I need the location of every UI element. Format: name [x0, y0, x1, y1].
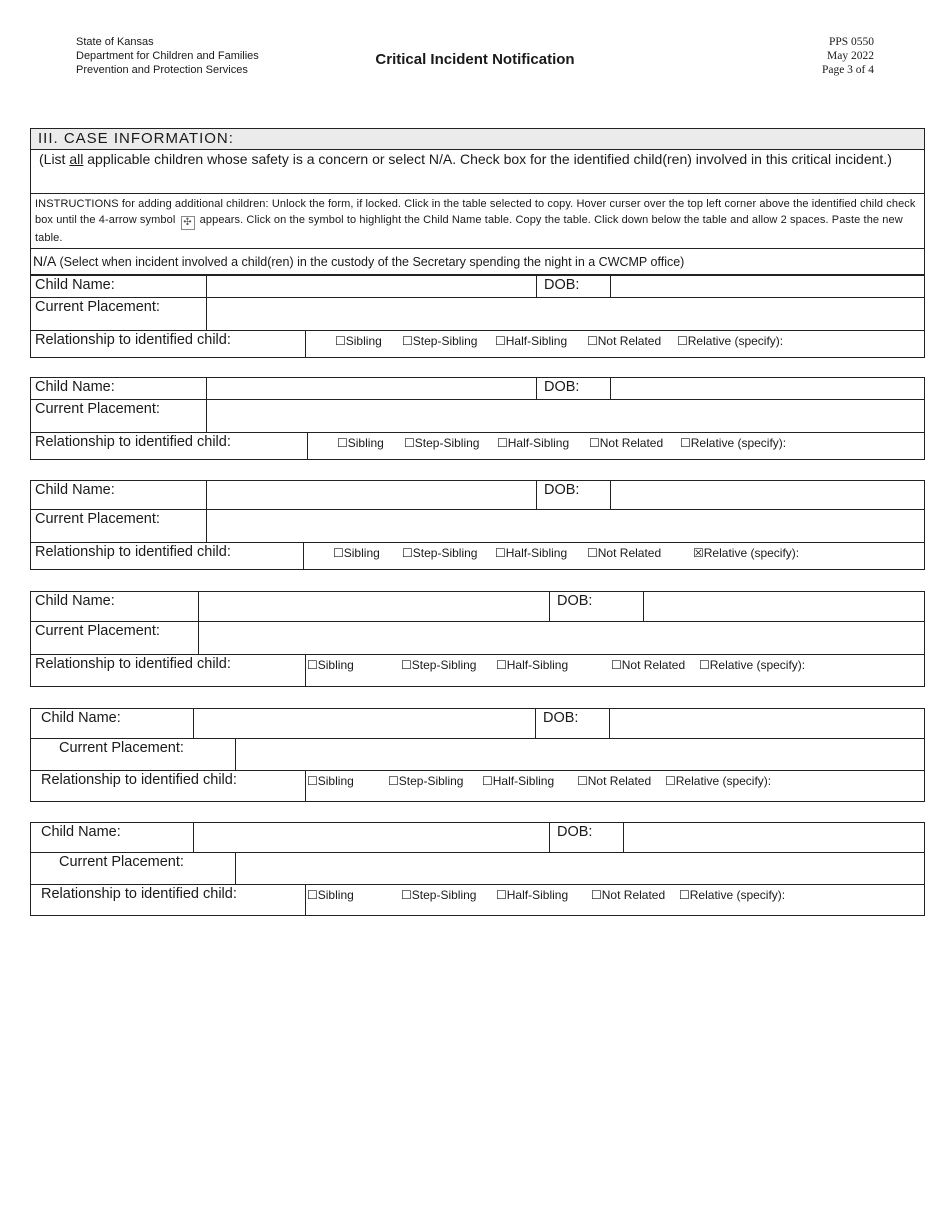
- current-placement-label: Current Placement:: [59, 854, 184, 870]
- relationship-row: [31, 654, 924, 686]
- checkbox-half-sibling[interactable]: [495, 546, 567, 560]
- checkbox-relative-specify[interactable]: [665, 774, 771, 788]
- section-heading: [31, 129, 924, 149]
- child-name-label: Child Name:: [35, 482, 115, 498]
- current-placement-field[interactable]: [206, 298, 924, 330]
- checkbox-unchecked-icon: ☐: [587, 546, 598, 560]
- child-table-5: [30, 708, 925, 802]
- agency-division: Prevention and Protection Services: [76, 64, 248, 76]
- checkbox-unchecked-icon: ☐: [611, 658, 622, 672]
- current-placement-row: [31, 399, 924, 432]
- checkbox-sibling[interactable]: [335, 334, 382, 348]
- checkbox-relative-specify-label: Relative (specify):: [689, 888, 786, 902]
- checkbox-unchecked-icon: ☐: [307, 774, 318, 788]
- checkbox-not-related[interactable]: [591, 888, 665, 902]
- checkbox-unchecked-icon: ☐: [482, 774, 493, 788]
- checkbox-relative-specify[interactable]: [680, 436, 786, 450]
- checkbox-unchecked-icon: ☐: [401, 888, 412, 902]
- checkbox-step-sibling[interactable]: [402, 334, 477, 348]
- dob-label: DOB:: [536, 378, 610, 399]
- current-placement-row: [31, 297, 924, 330]
- checkbox-not-related[interactable]: [587, 546, 661, 560]
- dob-field[interactable]: [610, 276, 924, 297]
- current-placement-row: [31, 621, 924, 654]
- current-placement-field[interactable]: [206, 510, 924, 542]
- instructions-text-start: INSTRUCTIONS for adding additional children: Unlock the form, if locked. Click in the table selected to copy. Hover curser over the top left corner above the identified child check box until the 4-arrow symbol: [35, 198, 916, 226]
- child-name-row: [31, 276, 924, 297]
- checkbox-relative-specify[interactable]: [693, 546, 799, 560]
- checkbox-not-related-label: Not Related: [601, 888, 666, 902]
- checkbox-step-sibling[interactable]: [401, 658, 476, 672]
- relationship-label: Relationship to identified child:: [35, 544, 231, 560]
- checkbox-unchecked-icon: ☐: [307, 658, 318, 672]
- checkbox-relative-specify-label: Relative (specify):: [675, 774, 772, 788]
- checkbox-unchecked-icon: ☐: [496, 658, 507, 672]
- checkbox-not-related[interactable]: [589, 436, 663, 450]
- current-placement-field[interactable]: [235, 853, 924, 884]
- current-placement-field[interactable]: [198, 622, 924, 654]
- agency-department: Department for Children and Families: [76, 50, 259, 62]
- checkbox-not-related-label: Not Related: [587, 774, 652, 788]
- checkbox-step-sibling-label: Step-Sibling: [414, 436, 480, 450]
- current-placement-field[interactable]: [235, 739, 924, 770]
- child-name-row: [31, 481, 924, 509]
- note-underlined-word: all: [69, 151, 84, 167]
- form-info-block: [822, 35, 874, 77]
- relationship-row: [31, 770, 924, 801]
- child-table-6: [30, 822, 925, 916]
- child-table-2: [30, 377, 925, 460]
- checkbox-relative-specify-label: Relative (specify):: [690, 436, 787, 450]
- checkbox-unchecked-icon: ☐: [495, 334, 506, 348]
- dob-field[interactable]: [623, 823, 924, 852]
- note-text-end: applicable children whose safety is a concern or select N/A. Check box for the identified child(ren) involved in this critical incident.): [83, 151, 892, 167]
- relationship-row: [31, 330, 924, 357]
- dob-field[interactable]: [643, 592, 924, 621]
- checkbox-step-sibling[interactable]: [402, 546, 477, 560]
- child-table-4: [30, 591, 925, 687]
- section-heading-text: III. CASE INFORMATION:: [38, 130, 234, 147]
- form-number: PPS 0550: [828, 36, 874, 48]
- checkbox-unchecked-icon: ☐: [577, 774, 588, 788]
- checkbox-step-sibling-label: Step-Sibling: [411, 658, 477, 672]
- checkbox-half-sibling-label: Half-Sibling: [505, 334, 568, 348]
- relationship-label: Relationship to identified child:: [35, 434, 231, 450]
- dob-field[interactable]: [609, 709, 924, 738]
- checkbox-sibling-label: Sibling: [317, 774, 354, 788]
- checkbox-unchecked-icon: ☐: [677, 334, 688, 348]
- child-table-1: [30, 275, 925, 358]
- current-placement-label: Current Placement:: [35, 299, 160, 315]
- checkbox-unchecked-icon: ☐: [495, 546, 506, 560]
- checkbox-unchecked-icon: ☐: [679, 888, 690, 902]
- checkbox-sibling[interactable]: [307, 888, 354, 902]
- current-placement-row: [31, 509, 924, 542]
- checkbox-unchecked-icon: ☐: [587, 334, 598, 348]
- form-date: May 2022: [827, 50, 874, 62]
- checkbox-not-related-label: Not Related: [621, 658, 686, 672]
- current-placement-label: Current Placement:: [35, 401, 160, 417]
- child-name-field[interactable]: [198, 592, 549, 621]
- case-information-section: [30, 128, 925, 275]
- child-name-row: [31, 823, 924, 852]
- dob-field[interactable]: [610, 481, 924, 509]
- dob-field[interactable]: [610, 378, 924, 399]
- checkbox-unchecked-icon: ☐: [589, 436, 600, 450]
- checkbox-unchecked-icon: ☐: [401, 658, 412, 672]
- child-table-3: [30, 480, 925, 570]
- dob-label: DOB:: [535, 709, 609, 738]
- relationship-row: [31, 432, 924, 459]
- child-name-field[interactable]: [193, 823, 549, 852]
- checkbox-unchecked-icon: ☐: [497, 436, 508, 450]
- checkbox-unchecked-icon: ☐: [333, 546, 344, 560]
- checkbox-step-sibling[interactable]: [404, 436, 479, 450]
- current-placement-row: [31, 852, 924, 884]
- four-arrow-move-icon: ✣: [181, 216, 195, 230]
- checkbox-half-sibling[interactable]: [495, 334, 567, 348]
- instructions-text-end: appears. Click on the symbol to highlight the Child Name table. Copy the table. Click down below the table and allow 2 spaces. Paste the new table.: [35, 214, 903, 244]
- checkbox-relative-specify-label: Relative (specify):: [687, 334, 784, 348]
- checkbox-sibling[interactable]: [337, 436, 384, 450]
- checkbox-half-sibling-label: Half-Sibling: [506, 658, 569, 672]
- checkbox-half-sibling-label: Half-Sibling: [506, 888, 569, 902]
- instructions: [31, 193, 924, 248]
- child-name-label: Child Name:: [35, 277, 115, 293]
- form-title: Critical Incident Notification: [375, 51, 575, 68]
- child-name-field[interactable]: [206, 378, 536, 399]
- checkbox-not-related[interactable]: [577, 774, 651, 788]
- relationship-row: [31, 542, 924, 569]
- checkbox-relative-specify-label: Relative (specify):: [703, 546, 800, 560]
- checkbox-relative-specify[interactable]: [679, 888, 785, 902]
- current-placement-field[interactable]: [206, 400, 924, 432]
- checkbox-half-sibling[interactable]: [496, 888, 568, 902]
- relationship-label: Relationship to identified child:: [35, 332, 231, 348]
- checkbox-step-sibling[interactable]: [388, 774, 463, 788]
- child-name-field[interactable]: [206, 481, 536, 509]
- current-placement-row: [31, 738, 924, 770]
- na-row[interactable]: [31, 248, 924, 275]
- checkbox-sibling[interactable]: [333, 546, 380, 560]
- checkbox-unchecked-icon: ☐: [402, 546, 413, 560]
- checkbox-relative-specify-label: Relative (specify):: [709, 658, 806, 672]
- checkbox-unchecked-icon: ☐: [591, 888, 602, 902]
- current-placement-label: Current Placement:: [35, 623, 160, 639]
- section-note: [31, 149, 924, 193]
- checkbox-sibling[interactable]: [307, 658, 354, 672]
- child-name-row: [31, 592, 924, 621]
- checkbox-unchecked-icon: ☐: [337, 436, 348, 450]
- checkbox-relative-specify[interactable]: [677, 334, 783, 348]
- checkbox-not-related-label: Not Related: [597, 334, 662, 348]
- checkbox-half-sibling[interactable]: [497, 436, 569, 450]
- checkbox-step-sibling[interactable]: [401, 888, 476, 902]
- child-name-label: Child Name:: [41, 824, 121, 840]
- na-description: (Select when incident involved a child(ren) in the custody of the Secretary spending the night in a CWCMP office): [59, 255, 685, 269]
- dob-label: DOB:: [536, 481, 610, 509]
- relationship-label: Relationship to identified child:: [35, 656, 231, 672]
- checkbox-relative-specify[interactable]: [699, 658, 805, 672]
- child-name-field[interactable]: [206, 276, 536, 297]
- dob-label: DOB:: [549, 823, 623, 852]
- note-text-start: (List: [39, 151, 70, 167]
- dob-label: DOB:: [536, 276, 610, 297]
- child-name-field[interactable]: [193, 709, 535, 738]
- checkbox-step-sibling-label: Step-Sibling: [398, 774, 464, 788]
- current-placement-label: Current Placement:: [59, 740, 184, 756]
- checkbox-sibling-label: Sibling: [347, 436, 384, 450]
- page-number: Page 3 of 4: [821, 64, 874, 76]
- checkbox-unchecked-icon: ☐: [335, 334, 346, 348]
- checkbox-half-sibling-label: Half-Sibling: [492, 774, 555, 788]
- checkbox-unchecked-icon: ☐: [680, 436, 691, 450]
- checkbox-unchecked-icon: ☐: [307, 888, 318, 902]
- relationship-row: [31, 884, 924, 915]
- checkbox-not-related[interactable]: [611, 658, 685, 672]
- checkbox-not-related-label: Not Related: [597, 546, 662, 560]
- checkbox-unchecked-icon: ☐: [388, 774, 399, 788]
- checkbox-unchecked-icon: ☐: [404, 436, 415, 450]
- checkbox-not-related-label: Not Related: [599, 436, 664, 450]
- checkbox-unchecked-icon: ☐: [665, 774, 676, 788]
- dob-label: DOB:: [549, 592, 643, 621]
- child-name-row: [31, 378, 924, 399]
- relationship-label: Relationship to identified child:: [41, 772, 237, 788]
- checkbox-step-sibling-label: Step-Sibling: [411, 888, 477, 902]
- checkbox-not-related[interactable]: [587, 334, 661, 348]
- checkbox-half-sibling-label: Half-Sibling: [507, 436, 570, 450]
- agency-state: State of Kansas: [76, 36, 154, 48]
- child-name-label: Child Name:: [35, 379, 115, 395]
- checkbox-unchecked-icon: ☐: [699, 658, 710, 672]
- child-name-row: [31, 709, 924, 738]
- relationship-label: Relationship to identified child:: [41, 886, 237, 902]
- checkbox-sibling-label: Sibling: [317, 888, 354, 902]
- child-name-label: Child Name:: [35, 593, 115, 609]
- na-label[interactable]: N/A: [33, 253, 56, 269]
- checkbox-sibling-label: Sibling: [345, 334, 382, 348]
- checkbox-unchecked-icon: ☐: [496, 888, 507, 902]
- checkbox-step-sibling-label: Step-Sibling: [412, 546, 478, 560]
- checkbox-half-sibling[interactable]: [482, 774, 554, 788]
- child-name-label: Child Name:: [41, 710, 121, 726]
- checkbox-checked-icon: ☒: [693, 546, 704, 560]
- checkbox-sibling[interactable]: [307, 774, 354, 788]
- checkbox-half-sibling[interactable]: [496, 658, 568, 672]
- checkbox-sibling-label: Sibling: [317, 658, 354, 672]
- checkbox-sibling-label: Sibling: [343, 546, 380, 560]
- checkbox-half-sibling-label: Half-Sibling: [505, 546, 568, 560]
- checkbox-step-sibling-label: Step-Sibling: [412, 334, 478, 348]
- checkbox-unchecked-icon: ☐: [402, 334, 413, 348]
- current-placement-label: Current Placement:: [35, 511, 160, 527]
